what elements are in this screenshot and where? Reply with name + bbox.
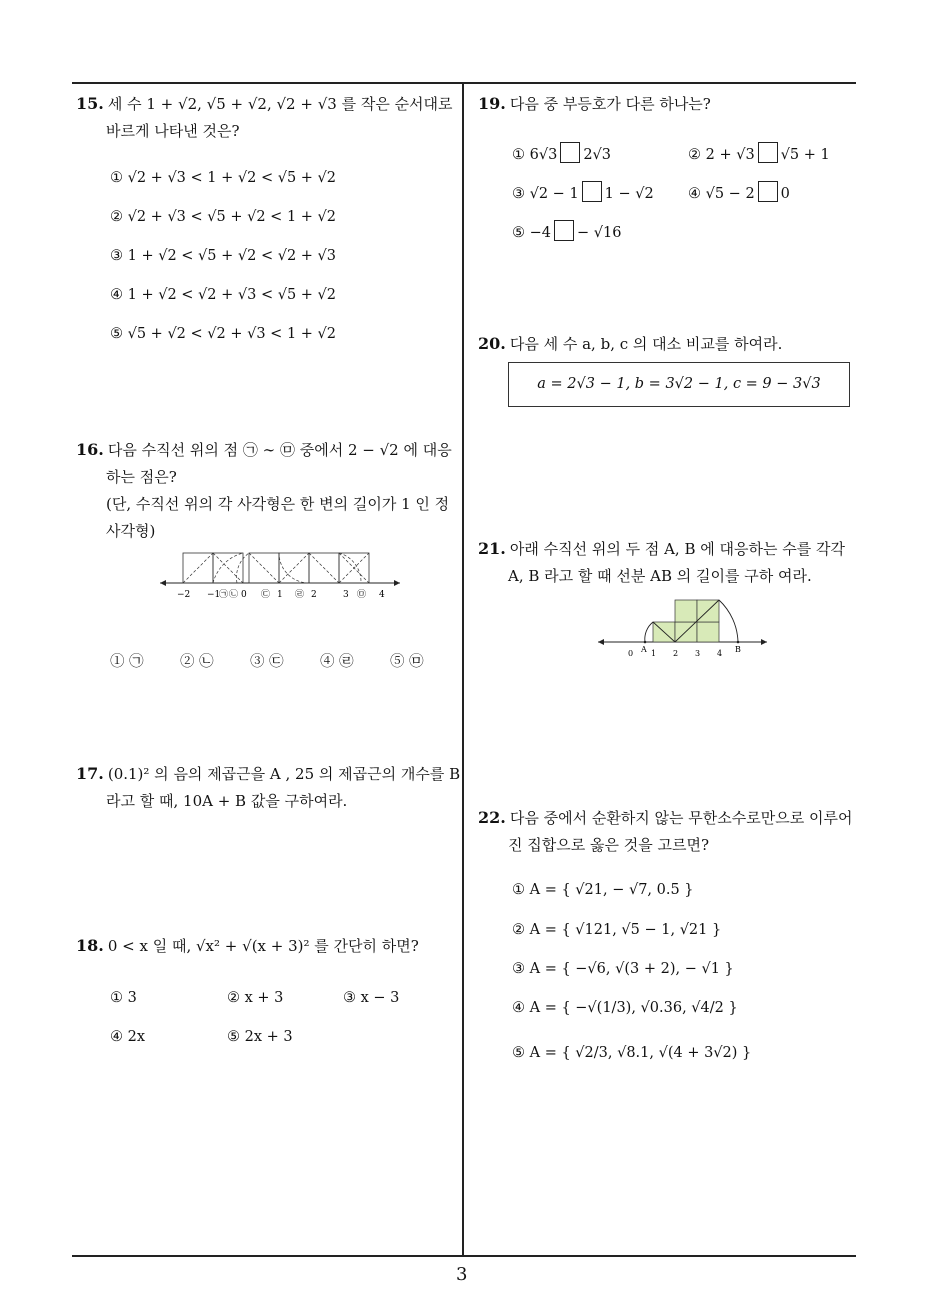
option-4[interactable]: ④ A = { −√(1/3), √0.36, √4/2 } bbox=[512, 1000, 738, 1016]
option-3[interactable] bbox=[512, 181, 654, 202]
column-divider bbox=[462, 82, 464, 1256]
option-4[interactable] bbox=[688, 181, 790, 202]
option-right: 0 bbox=[780, 186, 790, 202]
option-3[interactable]: ③ 1 + √2 < √5 + √2 < √2 + √3 bbox=[110, 248, 336, 264]
option-right: √5 + 1 bbox=[780, 147, 830, 163]
option-3[interactable]: ③ x − 3 bbox=[343, 990, 400, 1006]
option-left: ③ √2 − 1 bbox=[512, 186, 579, 202]
option-5[interactable]: ⑤ A = { √2/3, √8.1, √(4 + 3√2) } bbox=[512, 1045, 752, 1061]
axis-label: 2 bbox=[311, 590, 317, 600]
option-5[interactable] bbox=[512, 220, 621, 241]
option-5[interactable]: ⑤ 2x + 3 bbox=[227, 1029, 293, 1045]
question-number: 19. bbox=[478, 94, 506, 113]
option-1[interactable]: ① ㉠ bbox=[110, 654, 144, 670]
axis-label: 1 bbox=[277, 590, 283, 600]
axis-label: 3 bbox=[695, 649, 701, 658]
option-1[interactable]: ① 3 bbox=[110, 990, 137, 1006]
option-right: − √16 bbox=[576, 225, 622, 241]
question-19 bbox=[478, 90, 858, 118]
question-text: 다음 중 부등호가 다른 하나는? bbox=[509, 95, 711, 113]
axis-label: ㉡ bbox=[229, 590, 239, 600]
axis-label: 4 bbox=[717, 649, 723, 658]
question-20 bbox=[478, 330, 858, 358]
question-text: 바르게 나타낸 것은? bbox=[106, 122, 240, 140]
question-text: 아래 수직선 위의 두 점 A, B 에 대응하는 수를 각각 bbox=[509, 540, 845, 558]
option-left: ② 2 + √3 bbox=[688, 147, 755, 163]
axis-label: −1 bbox=[207, 590, 221, 600]
question-text: 라고 할 때, 10A + B 값을 구하여라. bbox=[106, 792, 348, 810]
option-2[interactable]: ② ㉡ bbox=[180, 654, 214, 670]
question-text: (0.1)² 의 음의 제곱근을 A , 25 의 제곱근의 개수를 B bbox=[107, 765, 461, 783]
question-text: 세 수 1 + √2, √5 + √2, √2 + √3 를 작은 순서대로 bbox=[107, 95, 453, 113]
question-18 bbox=[76, 932, 461, 960]
axis-label: ㉤ bbox=[357, 590, 367, 600]
given-values-box: a = 2√3 − 1, b = 3√2 − 1, c = 9 − 3√3 bbox=[508, 362, 850, 407]
question-number: 15. bbox=[76, 94, 104, 113]
axis-label: 1 bbox=[651, 649, 657, 658]
question-15 bbox=[76, 90, 461, 145]
number-line-figure-16 bbox=[155, 545, 405, 605]
option-left: ⑤ −4 bbox=[512, 225, 551, 241]
question-22 bbox=[478, 804, 863, 859]
option-3[interactable]: ③ A = { −√6, √(3 + 2), − √1 } bbox=[512, 961, 734, 977]
axis-label: 2 bbox=[673, 649, 679, 658]
axis-label: ㉢ bbox=[261, 590, 271, 600]
option-2[interactable]: ② √2 + √3 < √5 + √2 < 1 + √2 bbox=[110, 209, 336, 225]
option-2[interactable]: ② A = { √121, √5 − 1, √21 } bbox=[512, 922, 722, 938]
option-1[interactable] bbox=[512, 142, 611, 163]
option-1[interactable]: ① √2 + √3 < 1 + √2 < √5 + √2 bbox=[110, 170, 336, 186]
answer-box[interactable] bbox=[758, 142, 778, 163]
axis-label: 3 bbox=[343, 590, 349, 600]
answer-box[interactable] bbox=[554, 220, 574, 241]
option-1[interactable]: ① A = { √21, − √7, 0.5 } bbox=[512, 882, 694, 898]
question-number: 22. bbox=[478, 808, 506, 827]
axis-label: B bbox=[735, 645, 741, 654]
question-17 bbox=[76, 760, 461, 815]
answer-box[interactable] bbox=[582, 181, 602, 202]
question-number: 16. bbox=[76, 440, 104, 459]
question-text: 하는 점은? bbox=[106, 468, 177, 486]
axis-label: A bbox=[641, 645, 647, 654]
question-number: 21. bbox=[478, 539, 506, 558]
option-5[interactable]: ⑤ √5 + √2 < √2 + √3 < 1 + √2 bbox=[110, 326, 336, 342]
question-text: 0 < x 일 때, √x² + √(x + 3)² 를 간단히 하면? bbox=[107, 937, 419, 955]
option-left: ④ √5 − 2 bbox=[688, 186, 755, 202]
axis-label: ㉣ bbox=[295, 590, 305, 600]
question-16 bbox=[76, 436, 461, 545]
question-text: 다음 세 수 a, b, c 의 대소 비교를 하여라. bbox=[509, 335, 783, 353]
top-rule bbox=[72, 82, 856, 84]
page-number: 3 bbox=[456, 1264, 468, 1285]
question-text: 다음 수직선 위의 점 ㉠ ∼ ㉤ 중에서 2 − √2 에 대응 bbox=[107, 441, 452, 459]
answer-box[interactable] bbox=[758, 181, 778, 202]
axis-label: 4 bbox=[379, 590, 385, 600]
option-left: ① 6√3 bbox=[512, 147, 558, 163]
bottom-rule bbox=[72, 1255, 856, 1257]
number-line-figure-21 bbox=[595, 594, 770, 660]
axis-label: −2 bbox=[177, 590, 191, 600]
question-number: 17. bbox=[76, 764, 104, 783]
question-text: 진 집합으로 옳은 것을 고르면? bbox=[508, 836, 709, 854]
question-text: (단, 수직선 위의 각 사각형은 한 변의 길이가 1 인 정 bbox=[106, 495, 450, 513]
question-text: 다음 중에서 순환하지 않는 무한소수로만으로 이루어 bbox=[509, 809, 853, 827]
question-number: 18. bbox=[76, 936, 104, 955]
option-4[interactable]: ④ 2x bbox=[110, 1029, 146, 1045]
question-text: A, B 라고 할 때 선분 AB 의 길이를 구하 여라. bbox=[508, 567, 812, 585]
axis-label: 0 bbox=[241, 590, 247, 600]
question-text: 사각형) bbox=[106, 522, 156, 540]
option-4[interactable]: ④ ㉣ bbox=[320, 654, 354, 670]
option-3[interactable]: ③ ㉢ bbox=[250, 654, 284, 670]
axis-label: 0 bbox=[628, 649, 634, 658]
question-21 bbox=[478, 535, 863, 590]
option-2[interactable] bbox=[688, 142, 830, 163]
axis-label: ㉠ bbox=[219, 590, 229, 600]
option-2[interactable]: ② x + 3 bbox=[227, 990, 284, 1006]
option-right: 2√3 bbox=[583, 147, 612, 163]
answer-box[interactable] bbox=[560, 142, 580, 163]
option-4[interactable]: ④ 1 + √2 < √2 + √3 < √5 + √2 bbox=[110, 287, 336, 303]
question-number: 20. bbox=[478, 334, 506, 353]
option-right: 1 − √2 bbox=[604, 186, 654, 202]
option-5[interactable]: ⑤ ㉤ bbox=[390, 654, 424, 670]
